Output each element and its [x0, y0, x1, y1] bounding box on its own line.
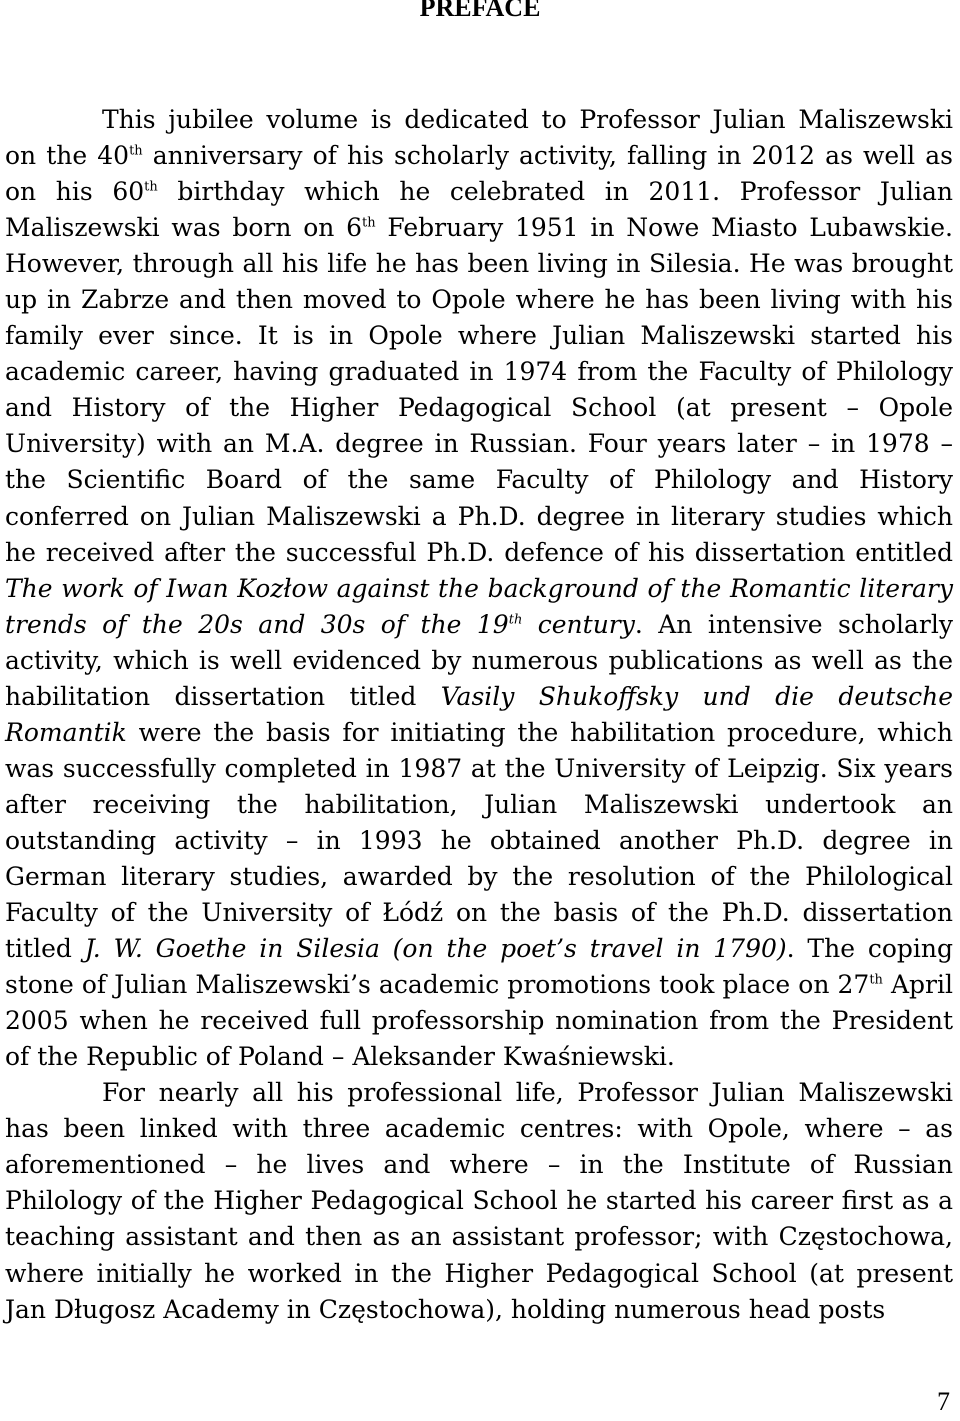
italic-title: The work of Iwan Kozłow against the background of the Romantic literary trends of the 20s and 30s of the 19th century	[5, 573, 953, 639]
italic-title: J. W. Goethe in Silesia (on the poet’s travel in 1790)	[84, 934, 787, 964]
body-text	[5, 102, 953, 1328]
paragraph-2: For nearly all his professional life, Professor Julian Maliszewski has been linked with three academic centres: with Opole, where – as aforementioned – he lives and where – in the Institute of Russian Philology of the Higher Pedagogical School he started his career first as a teaching assistant and then as an assistant professor; with Częstochowa, where initially he worked in the Higher Pedagogical School (at present Jan Długosz Academy in Częstochowa), holding numerous head posts	[5, 1078, 953, 1324]
page-title: PREFACE	[419, 0, 541, 22]
page-number: 7	[937, 1387, 950, 1416]
italic-title: Vasily Shukoffsky und die deutsche Romantik	[5, 681, 953, 747]
paragraph-1: This jubilee volume is dedicated to Professor Julian Maliszewski on the 40th anniversary of his scholarly activity, falling in 2012 as well as on his 60th birthday which he celebrated in 2011. Professor Julian Maliszewski was born on 6th February 1951 in Nowe Miasto Lubawskie. However, through all his life he has been living in Silesia. He was brought up in Zabrze and then moved to Opole where he has been living with his family ever since. It is in Opole where Julian Maliszewski started his academic career, having graduated in 1974 from the Faculty of Philology and History of the Higher Pedagogical School (at present – Opole University) with an M.A. degree in Russian. Four years later – in 1978 – the Scientific Board of the same Faculty of Philology and History conferred on Julian Maliszewski a Ph.D. degree in literary studies which he received after the successful Ph.D. defence of his dissertation entitled The work of Iwan Kozłow against the background of the Romantic literary trends of the 20s and 30s of the 19th century. An intensive scholarly activity, which is well evidenced by numerous publications as well as the habilitation dissertation titled Vasily Shukoffsky und die deutsche Romantik were the basis for initiating the habilitation procedure, which was successfully completed in 1987 at the University of Leipzig. Six years after receiving the habilitation, Julian Maliszewski undertook an outstanding activity – in 1993 he obtained another Ph.D. degree in German literary studies, awarded by the resolution of the Philological Faculty of the University of Łódź on the basis of the Ph.D. dissertation titled J. W. Goethe in Silesia (on the poet’s travel in 1790). The coping stone of Julian Maliszewski’s academic promotions took place on 27th April 2005 when he received full professorship nomination from the President of the Republic of Poland – Aleksander Kwaśniewski.	[5, 105, 953, 1072]
